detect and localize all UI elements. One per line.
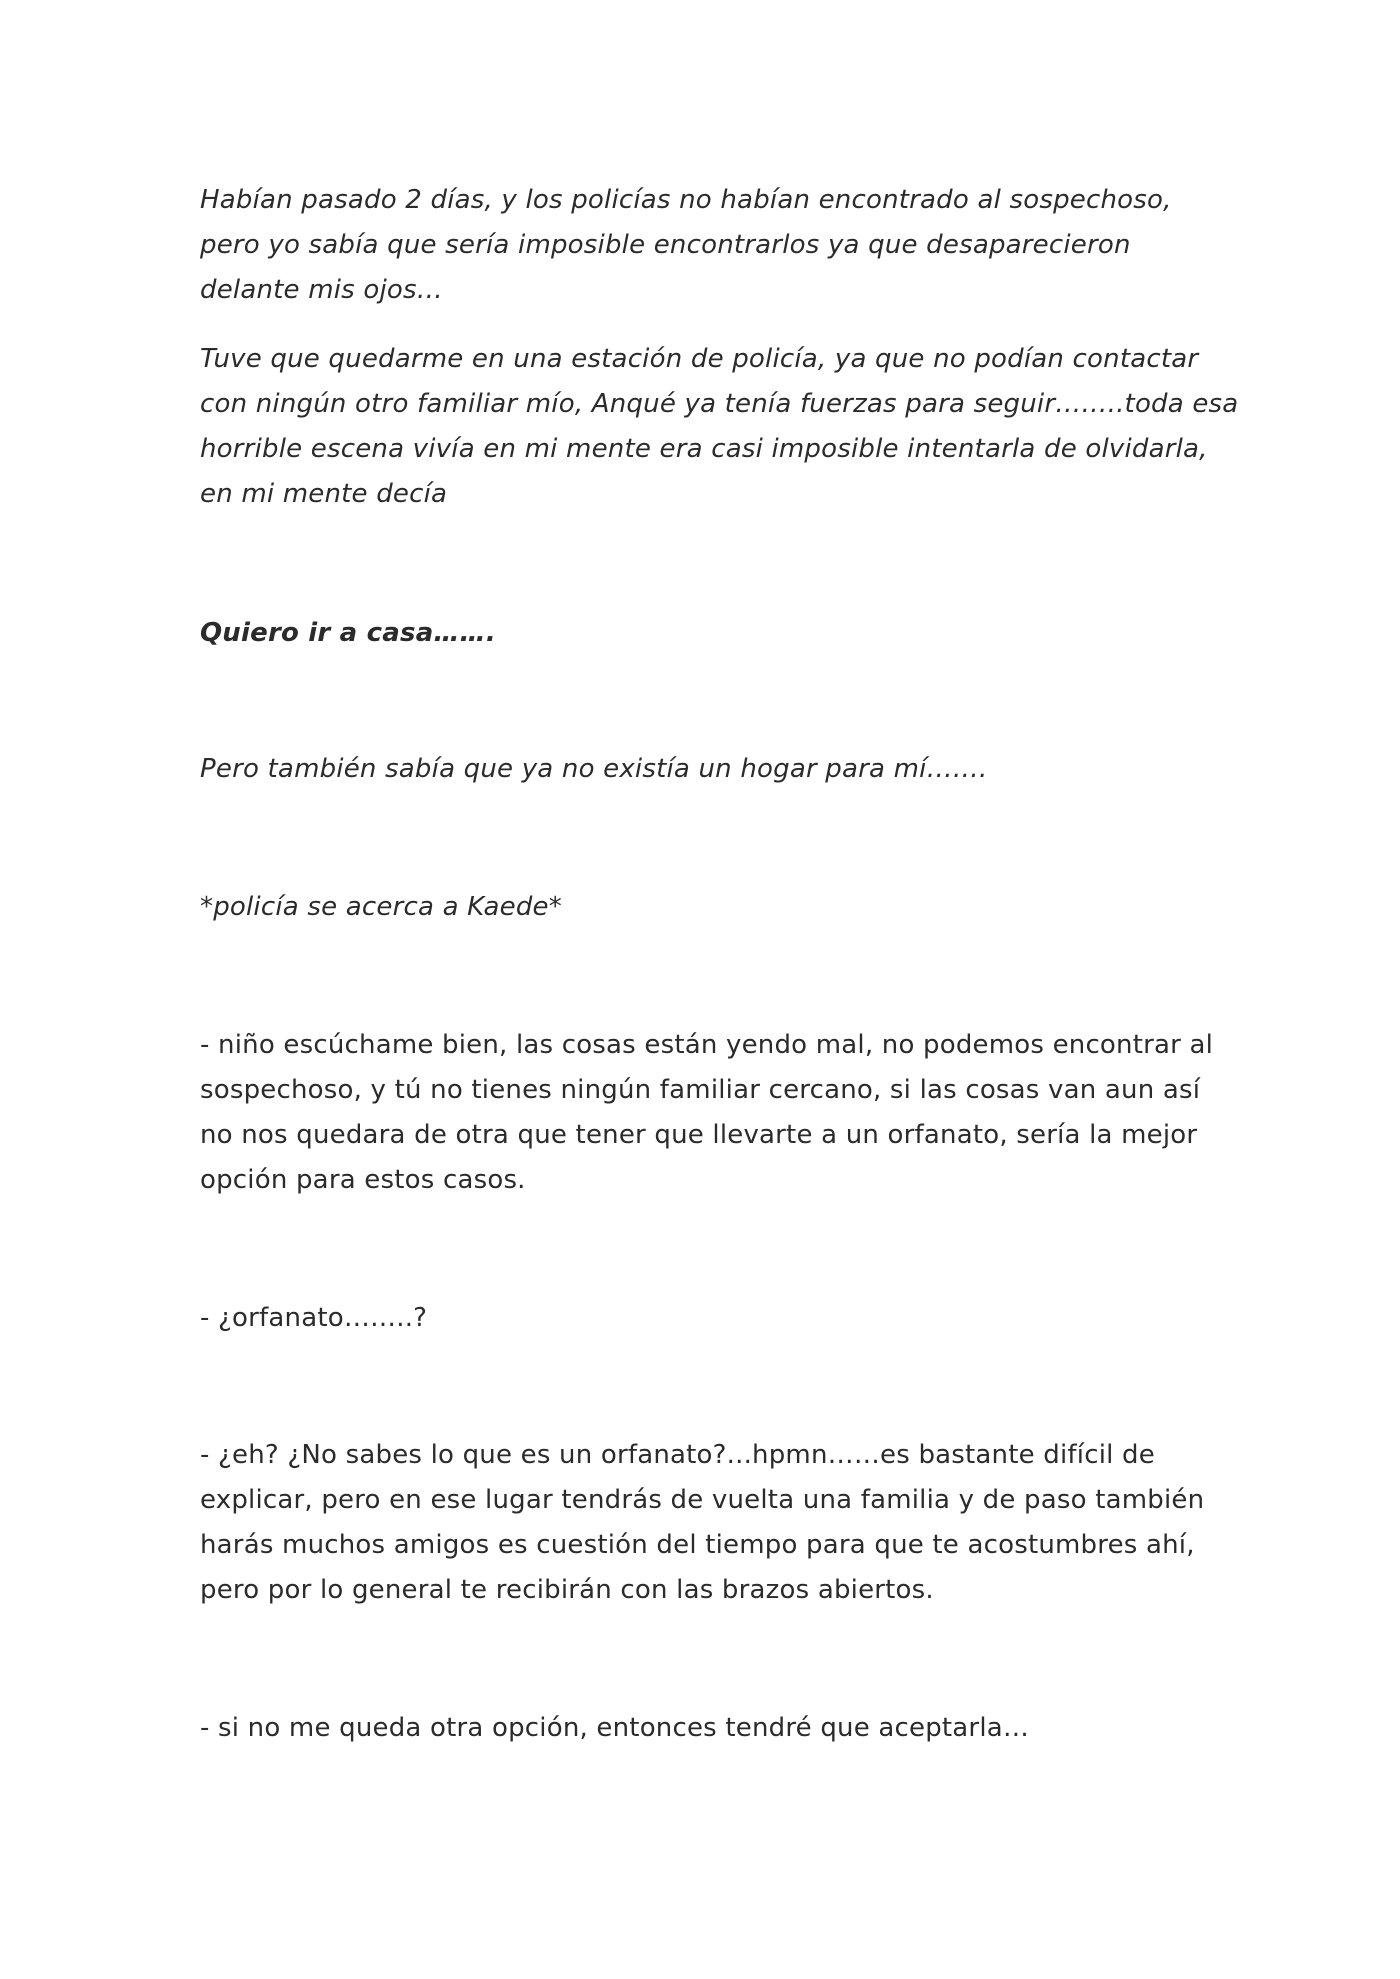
text-line: Quiero ir a casa……. [200,618,496,648]
narrative-paragraph-3 [200,747,1210,792]
narrative-paragraph-1 [200,178,1210,313]
text-line: pero por lo general te recibirán con las brazos abiertos. [200,1575,934,1605]
text-line: - ¿orfanato……..? [200,1303,428,1333]
dialogue-paragraph-4 [200,1706,1210,1751]
text-line: Tuve que quedarme en una estación de policía, ya que no podían contactar [200,344,1199,374]
text-line: explicar, pero en ese lugar tendrás de vuelta una familia y de paso también [200,1485,1205,1515]
text-line: no nos quedara de otra que tener que llevarte a un orfanato, sería la mejor [200,1120,1198,1150]
text-line: - ¿eh? ¿No sabes lo que es un orfanato?...hpmn……es bastante difícil de [200,1440,1155,1470]
text-line: sospechoso, y tú no tienes ningún familiar cercano, si las cosas van aun así [200,1075,1201,1105]
text-line: Pero también sabía que ya no existía un hogar para mí……. [200,754,988,784]
text-line: delante mis ojos… [200,275,443,305]
dialogue-paragraph-1 [200,1023,1214,1203]
text-line: Habían pasado 2 días, y los policías no habían encontrado al sospechoso, [200,185,1172,215]
inner-thought [200,611,1210,656]
text-line: con ningún otro familiar mío, Anqué ya tenía fuerzas para seguir……..toda esa [200,389,1239,419]
text-line: harás muchos amigos es cuestión del tiempo para que te acostumbres ahí, [200,1530,1195,1560]
text-line: *policía se acerca a Kaede* [200,892,562,922]
text-line: - si no me queda otra opción, entonces tendré que aceptarla… [200,1713,1030,1743]
narrative-paragraph-2 [200,337,1239,517]
text-line: pero yo sabía que sería imposible encontrarlos ya que desaparecieron [200,230,1131,260]
text-line: en mi mente decía [200,479,448,509]
dialogue-paragraph-2 [200,1296,1210,1341]
dialogue-paragraph-3 [200,1433,1210,1613]
text-line: opción para estos casos. [200,1165,526,1195]
text-line: horrible escena vivía en mi mente era casi imposible intentarla de olvidarla, [200,434,1208,464]
stage-direction [200,885,1210,930]
text-line: - niño escúchame bien, las cosas están yendo mal, no podemos encontrar al [200,1030,1214,1060]
